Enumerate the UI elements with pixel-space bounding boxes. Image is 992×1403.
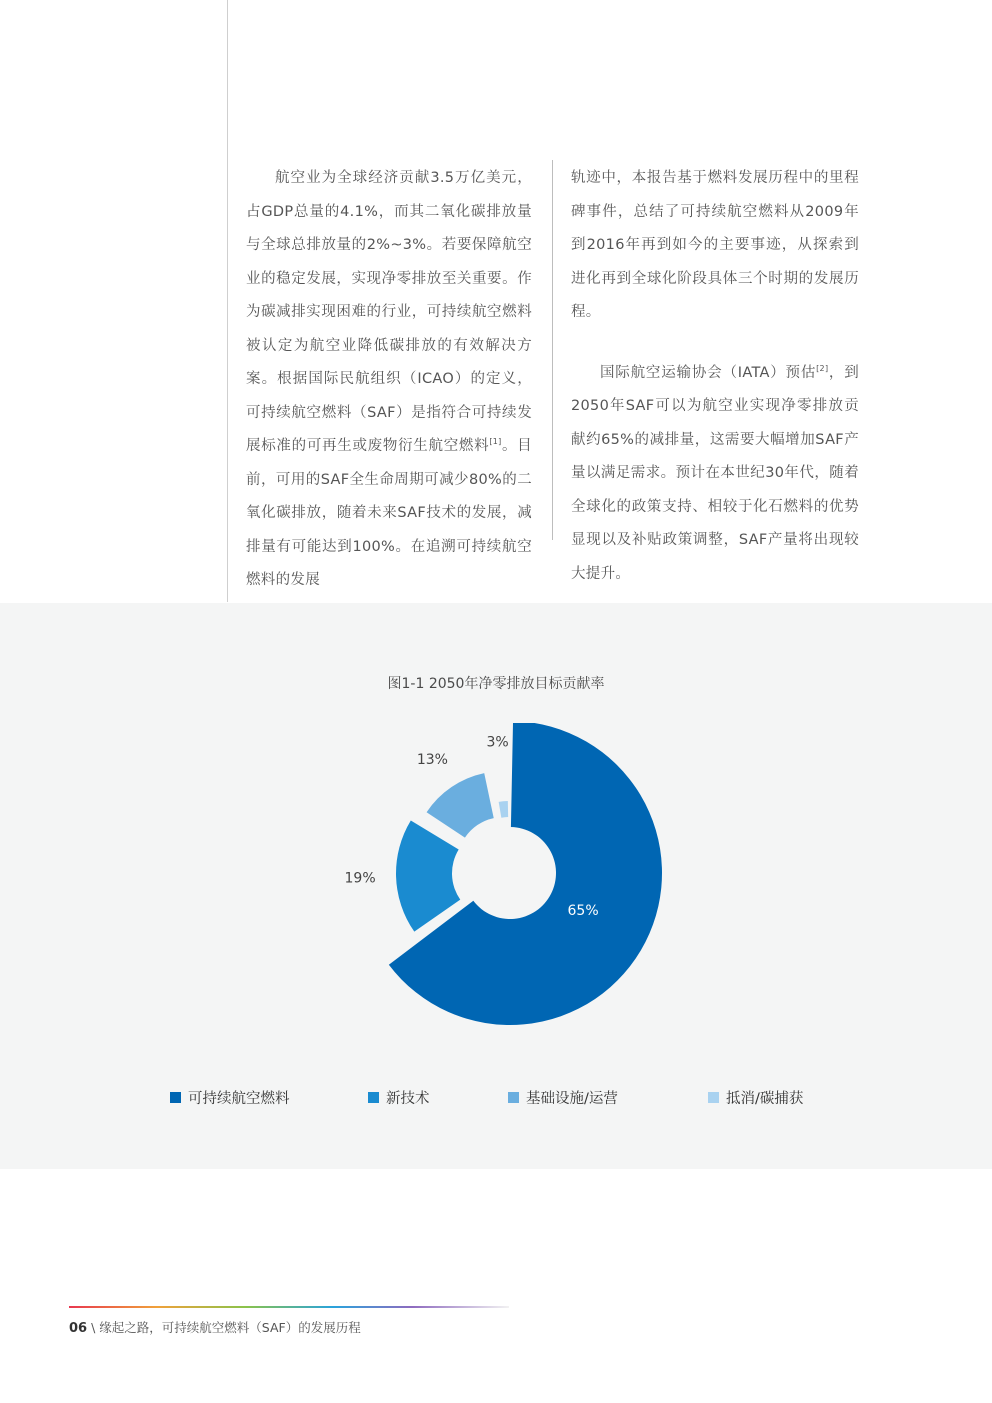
pie-slice-3 (427, 773, 494, 838)
footer-color-rule (69, 1306, 509, 1308)
legend-swatch (368, 1092, 379, 1103)
legend-item-3 (508, 1087, 618, 1108)
right-paragraph-2-tail: ，到2050年SAF可以为航空业实现净零排放贡献约65%的减排量，这需要大幅增加SAF产量以满足需求。预计在本世纪30年代，随着全球化的政策支持、相较于化石燃料的优势显现以及补贴政策调整，SAF产量将出现较大提升。 (571, 364, 859, 582)
slice-label-1: 65% (567, 903, 599, 920)
slice-label-2: 19% (344, 870, 376, 887)
left-paragraph-tail: 。目前，可用的SAF全生命周期可减少80%的二氧化碳排放，随着未来SAF技术的发展，减排量有可能达到100%。在追溯可持续航空燃料的发展 (246, 438, 532, 588)
left-paragraph-text: 航空业为全球经济贡献3.5万亿美元，占GDP总量的4.1%，而其二氧化碳排放量与全球总排放量的2%~3%。若要保障航空业的稳定发展，实现净零排放至关重要。作为碳减排实现困难的行业，可持续航空燃料被认定为航空业降低碳排放的有效解决方案。根据国际民航组织（ICAO）的定义，可持续航空燃料（SAF）是指符合可持续发展标准的可再生或废物衍生航空燃料 (246, 170, 532, 454)
legend-swatch (708, 1092, 719, 1103)
column-divider (552, 160, 553, 540)
slice-label-4: 3% (486, 734, 509, 751)
left-paragraph (246, 162, 532, 598)
page-footer (69, 1318, 361, 1336)
right-paragraph-2 (571, 357, 859, 592)
reference-1: [1] (489, 437, 502, 447)
pie-slice-2 (396, 820, 460, 931)
chart-panel (0, 603, 992, 1169)
reference-2: [2] (816, 363, 829, 373)
chart-title: 图1-1 2050年净零排放目标贡献率 (387, 676, 605, 692)
page-number: 06 (69, 1321, 88, 1336)
chart-legend (0, 1087, 992, 1111)
slice-label-3: 13% (416, 751, 448, 768)
left-text-column (246, 162, 532, 598)
legend-item-1 (170, 1087, 290, 1108)
legend-label: 基础设施/运营 (526, 1091, 618, 1107)
legend-swatch (508, 1092, 519, 1103)
right-paragraph-continuation: 轨迹中，本报告基于燃料发展历程中的里程碑事件，总结了可持续航空燃料从2009年到2016年再到如今的主要事迹，从探索到进化再到全球化阶段具体三个时期的发展历程。 (571, 170, 859, 320)
legend-label: 可持续航空燃料 (188, 1091, 290, 1107)
pie-slice-4 (499, 801, 508, 818)
legend-item-2 (368, 1087, 430, 1108)
footer-title: 缘起之路，可持续航空燃料（SAF）的发展历程 (99, 1320, 361, 1335)
legend-swatch (170, 1092, 181, 1103)
right-text-column (571, 162, 859, 591)
right-paragraph-2-head: 国际航空运输协会（IATA）预估 (600, 364, 817, 381)
footer-separator: \ (91, 1320, 96, 1335)
legend-label: 新技术 (386, 1091, 430, 1107)
vertical-rule (227, 0, 228, 602)
legend-item-4 (708, 1087, 803, 1108)
donut-chart (320, 723, 700, 1053)
legend-label: 抵消/碳捕获 (726, 1091, 804, 1107)
